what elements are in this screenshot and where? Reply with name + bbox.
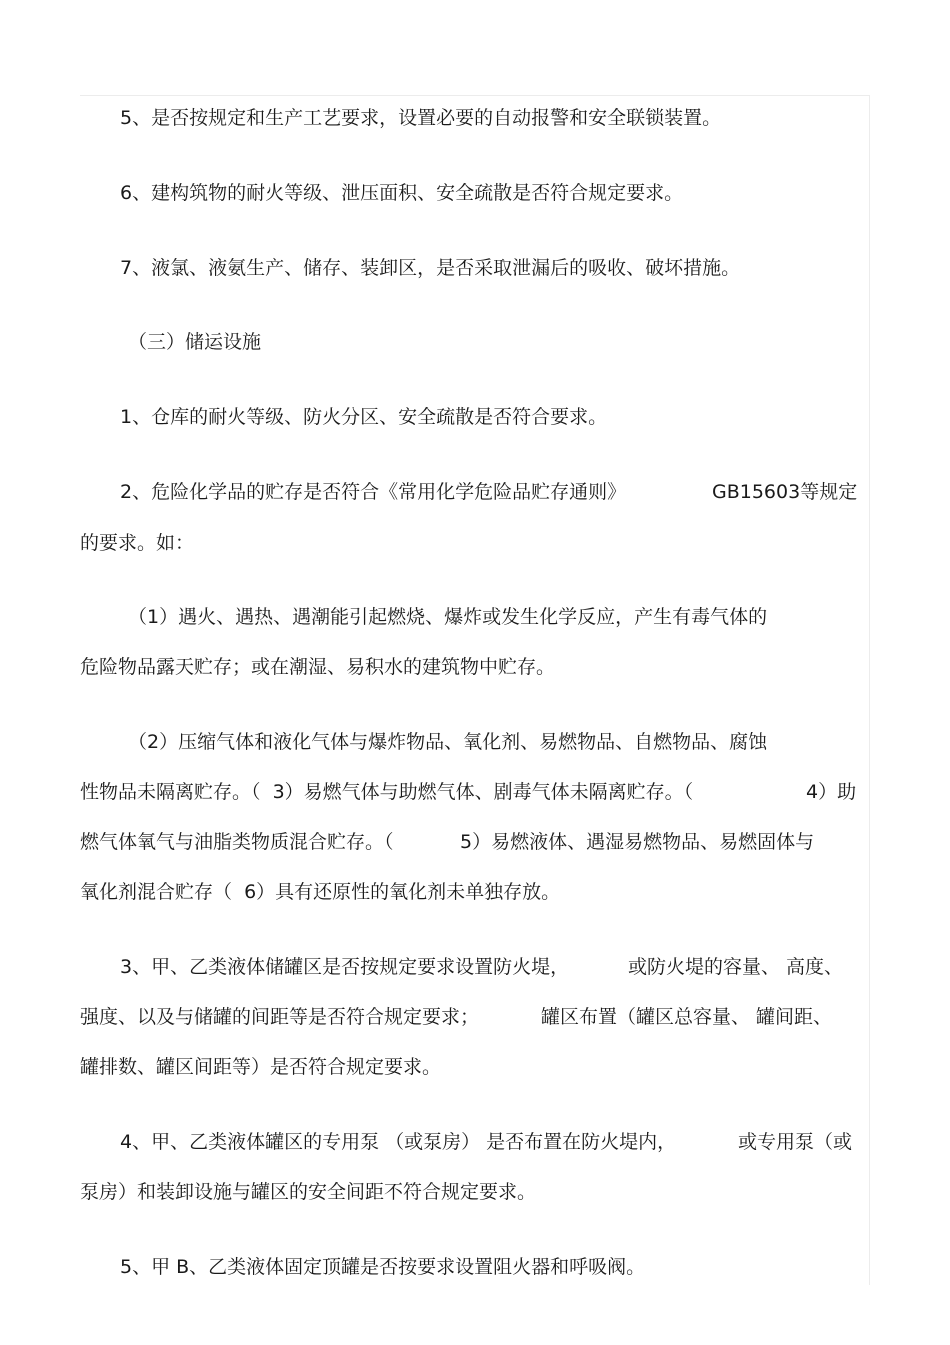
item-4-pump-alt: 或专用泵（或 — [738, 1131, 853, 1153]
item-3-layout: 罐区布置（罐区总容量、 罐间距、 — [541, 1006, 833, 1028]
item-3-line-2: 强度、以及与储罐的间距等是否符合规定要求； — [80, 1006, 480, 1028]
item-5-auto-alarm: 5、是否按规定和生产工艺要求，设置必要的自动报警和安全联锁装置。 — [120, 107, 722, 129]
item-1-warehouse: 1、仓库的耐火等级、防火分区、安全疏散是否符合要求。 — [120, 406, 608, 428]
section-heading-storage: （三）储运设施 — [128, 331, 262, 353]
item-6-fire-rating: 6、建构筑物的耐火等级、泄压面积、安全疏散是否符合规定要求。 — [120, 182, 684, 204]
sub-item-4-start: 4）助 — [806, 781, 857, 803]
sub-item-4-text: 燃气体氧气与油脂类物质混合贮存。（ — [80, 831, 394, 853]
sub-item-2: （2）压缩气体和液化气体与爆炸物品、氧化剂、易燃物品、自燃物品、腐蚀 — [128, 731, 768, 753]
item-2-chemical-storage: 2、危险化学品的贮存是否符合《常用化学危险品贮存通则》 — [120, 481, 627, 503]
sub-item-1: （1）遇火、遇热、遇潮能引起燃烧、爆炸或发生化学反应，产生有毒气体的 — [128, 606, 768, 628]
sub-item-2-line-2: 性物品未隔离贮存。（ 3）易燃气体与助燃气体、剧毒气体未隔离贮存。（ — [80, 781, 694, 803]
item-3-line-3: 罐排数、罐区间距等）是否符合规定要求。 — [80, 1056, 442, 1078]
item-3-dike-capacity: 或防火堤的容量、 高度、 — [628, 956, 844, 978]
sub-item-6-text: 氧化剂混合贮存（ 6）具有还原性的氧化剂未单独存放。 — [80, 881, 561, 903]
sub-item-1-continuation: 危险物品露天贮存；或在潮湿、易积水的建筑物中贮存。 — [80, 656, 556, 678]
item-7-leak-measures: 7、液氯、液氨生产、储存、装卸区，是否采取泄漏后的吸收、破坏措施。 — [120, 257, 741, 279]
item-5-flame-arrester: 5、甲 B、乙类液体固定顶罐是否按要求设置阻火器和呼吸阀。 — [120, 1256, 646, 1278]
item-2-standard-ref: GB15603等规定 — [712, 481, 858, 503]
page-border-right — [869, 95, 870, 1285]
item-4-line-2: 泵房）和装卸设施与罐区的安全间距不符合规定要求。 — [80, 1181, 537, 1203]
sub-item-5-text: 5）易燃液体、遇湿易燃物品、易燃固体与 — [460, 831, 815, 853]
item-2-continuation: 的要求。如： — [80, 532, 195, 554]
item-4-pump: 4、甲、乙类液体罐区的专用泵 （或泵房） 是否布置在防火堤内， — [120, 1131, 677, 1153]
item-3-tank-area: 3、甲、乙类液体储罐区是否按规定要求设置防火堤， — [120, 956, 570, 978]
page-border-top — [80, 95, 870, 96]
